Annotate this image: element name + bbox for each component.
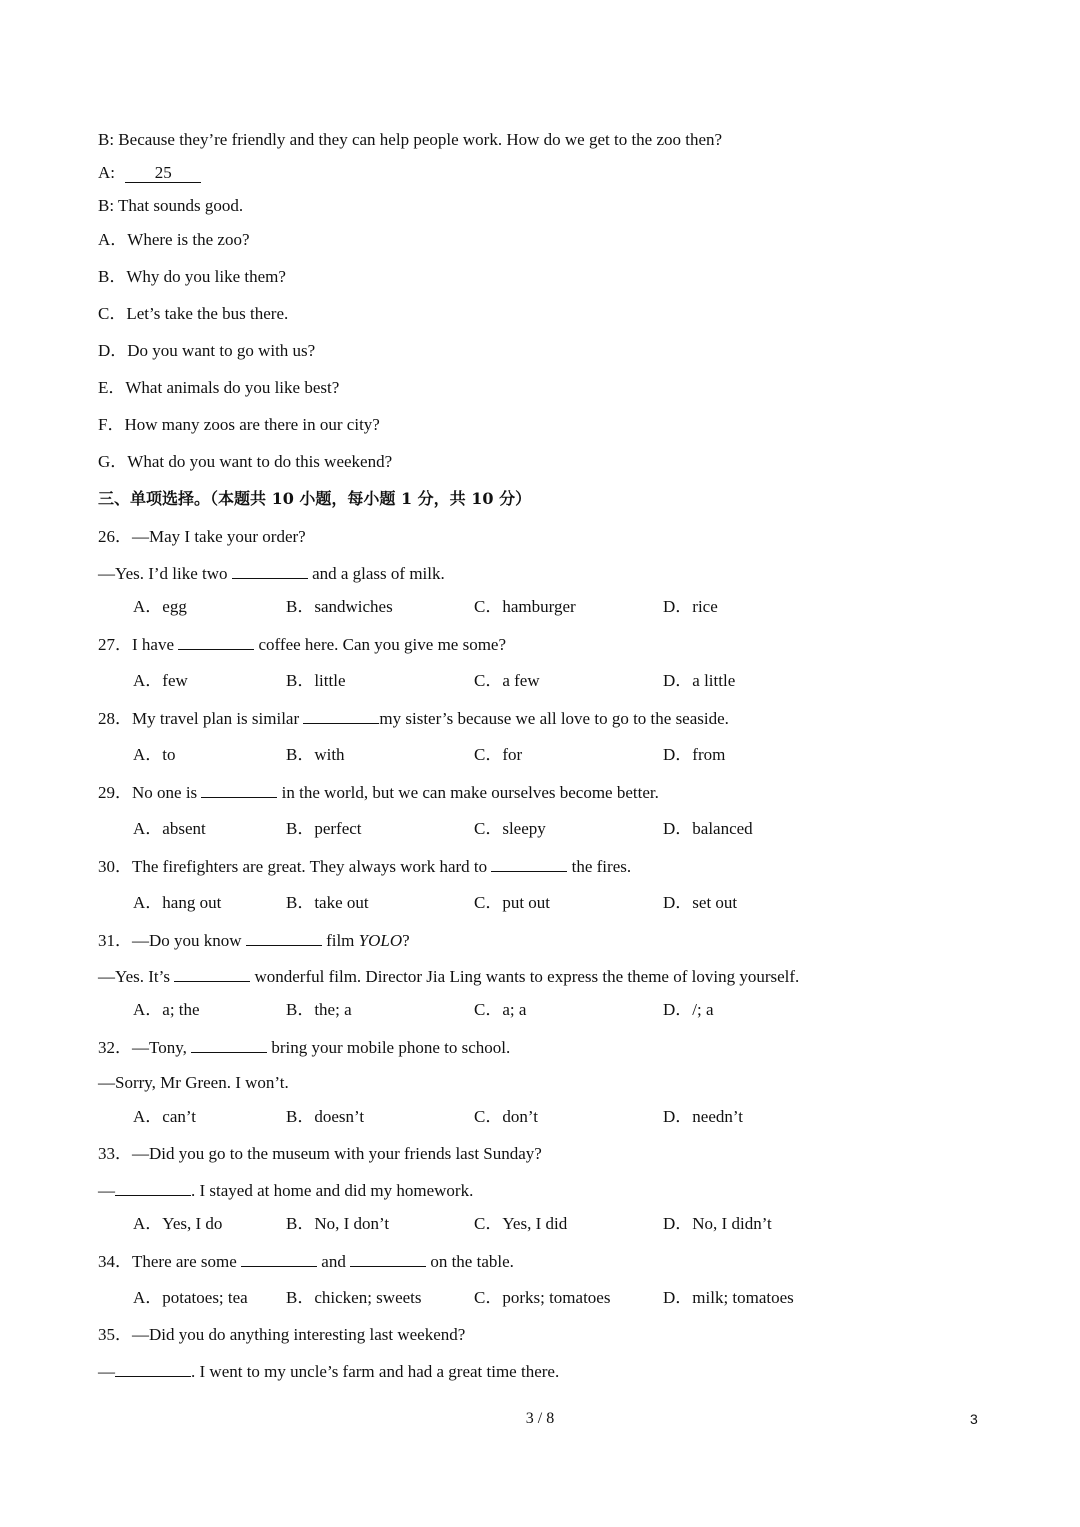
q32-stem-1 — [98, 1036, 510, 1059]
dialogue-a-prefix: A: — [98, 163, 115, 182]
q31-stem-1c: ? — [402, 931, 410, 950]
q32-stem-1a: 32．—Tony, — [98, 1038, 187, 1057]
q28-stem-a: 28．My travel plan is similar — [98, 709, 300, 728]
q26-option-d: D．rice — [663, 597, 718, 616]
q31-stem-2 — [98, 965, 799, 988]
q31-blank-1 — [246, 929, 322, 946]
q28-stem — [98, 707, 729, 730]
q33-option-d: D．No, I didn’t — [663, 1214, 772, 1233]
q32-stem-1b: bring your mobile phone to school. — [271, 1038, 511, 1057]
q29-stem — [98, 781, 659, 804]
q28-option-d: D．from — [663, 745, 726, 764]
q34-option-d: D．milk; tomatoes — [663, 1288, 794, 1307]
choice-e: E．What animals do you like best? — [98, 378, 340, 397]
q27-option-d: D．a little — [663, 671, 736, 690]
q29-blank — [201, 781, 277, 798]
q33-option-c: C．Yes, I did — [474, 1214, 568, 1233]
q33-option-b: B．No, I don’t — [286, 1214, 390, 1233]
choice-c: C．Let’s take the bus there. — [98, 304, 289, 323]
q34-option-b: B．chicken; sweets — [286, 1288, 422, 1307]
q32-option-d: D．needn’t — [663, 1107, 743, 1126]
q31-stem-2b: wonderful film. Director Jia Ling wants to express the theme of loving yourself. — [254, 967, 800, 986]
q26-blank — [232, 562, 308, 579]
q30-stem — [98, 855, 631, 878]
dialogue-b-reply: B: That sounds good. — [98, 196, 244, 215]
q26-stem-1: 26．—May I take your order? — [98, 527, 306, 546]
q27-blank — [178, 633, 254, 650]
q31-option-a: A．a; the — [133, 1000, 200, 1019]
q32-stem-2: —Sorry, Mr Green. I won’t. — [98, 1073, 289, 1092]
corner-page-number: 3 — [970, 1411, 978, 1427]
q27-option-a: A．few — [133, 671, 188, 690]
q28-options — [133, 744, 1033, 766]
q35-stem-2a: — — [98, 1362, 115, 1381]
answer-blank-25: 25 — [125, 164, 201, 183]
q29-stem-a: 29．No one is — [98, 783, 198, 802]
q30-options — [133, 892, 1033, 914]
q31-blank-2 — [174, 965, 250, 982]
q32-option-c: C．don’t — [474, 1107, 538, 1126]
q33-stem-2 — [98, 1179, 473, 1202]
section-heading: 三、单项选择。（本题共 10 小题，每小题 1 分，共 10 分） — [98, 489, 532, 508]
q31-stem-1a: 31．—Do you know — [98, 931, 242, 950]
q29-option-c: C．sleepy — [474, 819, 546, 838]
q34-option-a: A．potatoes; tea — [133, 1288, 248, 1307]
q32-options — [133, 1106, 1033, 1128]
q33-stem-2a: — — [98, 1181, 115, 1200]
q31-option-c: C．a; a — [474, 1000, 527, 1019]
q30-option-a: A．hang out — [133, 893, 222, 912]
q31-option-d: D．/; a — [663, 1000, 714, 1019]
choice-d: D．Do you want to go with us? — [98, 341, 316, 360]
page-indicator: 3 / 8 — [525, 1410, 555, 1427]
q32-blank — [191, 1036, 267, 1053]
q31-option-b: B．the; a — [286, 1000, 352, 1019]
q26-option-a: A．egg — [133, 597, 187, 616]
q26-option-c: C．hamburger — [474, 597, 576, 616]
q27-stem-a: 27．I have — [98, 635, 175, 654]
q31-options — [133, 999, 1033, 1021]
q26-stem-2a: —Yes. I’d like two — [98, 564, 228, 583]
q27-stem-b: coffee here. Can you give me some? — [258, 635, 507, 654]
q34-stem-b: and — [321, 1252, 346, 1271]
q27-stem — [98, 633, 506, 656]
q32-option-a: A．can’t — [133, 1107, 196, 1126]
q29-stem-b: in the world, but we can make ourselves become better. — [281, 783, 659, 802]
q26-stem-2b: and a glass of milk. — [312, 564, 445, 583]
q26-option-b: B．sandwiches — [286, 597, 393, 616]
q30-option-c: C．put out — [474, 893, 551, 912]
dialogue-a-line — [98, 162, 201, 184]
q33-blank — [115, 1179, 191, 1196]
q29-option-d: D．balanced — [663, 819, 753, 838]
q31-stem-1 — [98, 929, 410, 952]
q30-option-b: B．take out — [286, 893, 369, 912]
q31-stem-1b: film — [326, 931, 355, 950]
q34-blank-1 — [241, 1250, 317, 1267]
q34-blank-2 — [350, 1250, 426, 1267]
choice-f: F．How many zoos are there in our city? — [98, 415, 380, 434]
q33-options — [133, 1213, 1033, 1235]
q35-stem-2b: . I went to my uncle’s farm and had a great time there. — [191, 1362, 560, 1381]
q27-option-b: B．little — [286, 671, 346, 690]
q28-option-a: A．to — [133, 745, 176, 764]
q31-stem-2a: —Yes. It’s — [98, 967, 170, 986]
q34-stem-a: 34．There are some — [98, 1252, 237, 1271]
q33-stem-2b: . I stayed at home and did my homework. — [191, 1181, 474, 1200]
q35-blank — [115, 1360, 191, 1377]
choice-b: B．Why do you like them? — [98, 267, 286, 286]
q26-stem-2 — [98, 562, 445, 585]
q26-options — [133, 596, 1033, 618]
q29-option-b: B．perfect — [286, 819, 362, 838]
q30-stem-a: 30．The firefighters are great. They always work hard to — [98, 857, 488, 876]
q29-option-a: A．absent — [133, 819, 206, 838]
q28-option-c: C．for — [474, 745, 523, 764]
q28-blank — [303, 707, 379, 724]
q33-option-a: A．Yes, I do — [133, 1214, 223, 1233]
q27-option-c: C．a few — [474, 671, 540, 690]
q33-stem-1: 33．—Did you go to the museum with your friends last Sunday? — [98, 1144, 542, 1163]
q34-stem — [98, 1250, 514, 1273]
q35-stem-2 — [98, 1360, 559, 1383]
choice-a: A．Where is the zoo? — [98, 230, 250, 249]
q27-options — [133, 670, 1033, 692]
q31-film-title: YOLO — [358, 931, 403, 950]
q34-option-c: C．porks; tomatoes — [474, 1288, 611, 1307]
q30-stem-b: the fires. — [571, 857, 632, 876]
q34-options — [133, 1287, 1033, 1309]
q28-option-b: B．with — [286, 745, 345, 764]
q29-options — [133, 818, 1033, 840]
q34-stem-c: on the table. — [430, 1252, 514, 1271]
q28-stem-b: my sister’s because we all love to go to the seaside. — [379, 709, 729, 728]
q32-option-b: B．doesn’t — [286, 1107, 365, 1126]
q30-option-d: D．set out — [663, 893, 738, 912]
q35-stem-1: 35．—Did you do anything interesting last weekend? — [98, 1325, 466, 1344]
dialogue-b-line: B: Because they’re friendly and they can help people work. How do we get to the zoo then? — [98, 130, 723, 149]
choice-g: G．What do you want to do this weekend? — [98, 452, 393, 471]
q30-blank — [491, 855, 567, 872]
